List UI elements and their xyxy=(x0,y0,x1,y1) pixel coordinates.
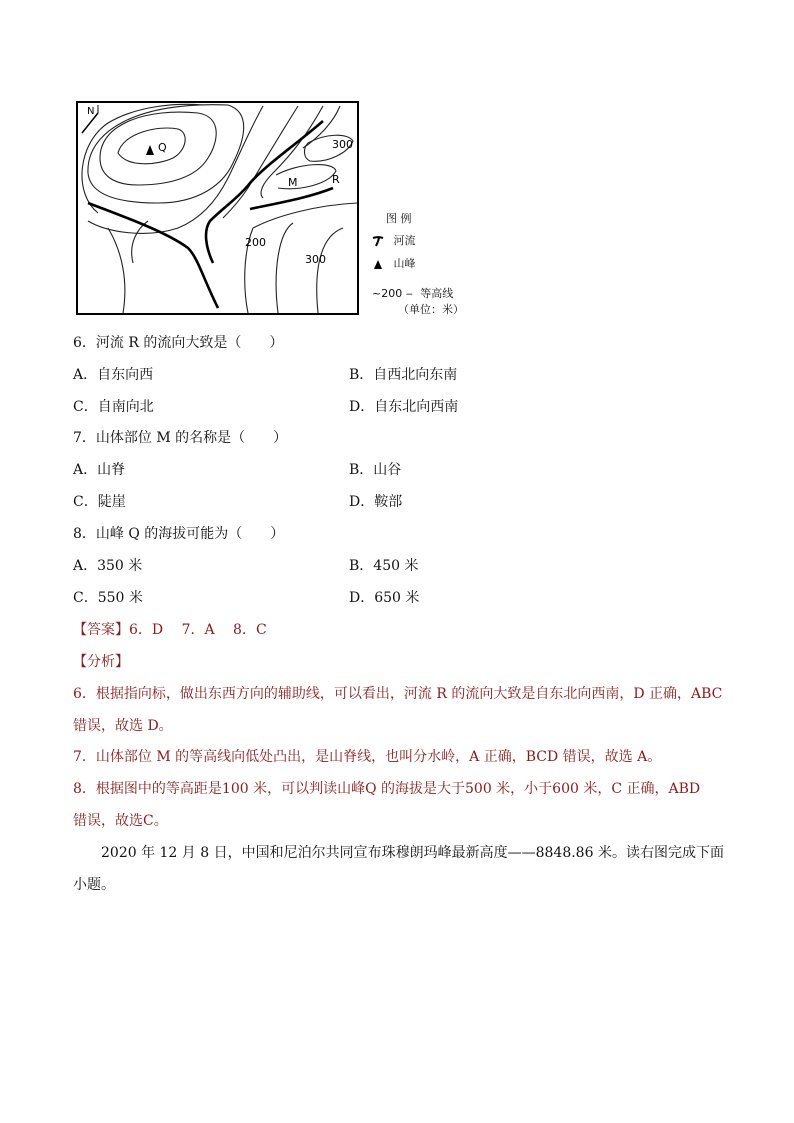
legend-contour-sample: ~200 ‒ xyxy=(372,287,413,300)
contour-lines xyxy=(82,104,357,313)
analysis-line-2: 错误，故选 D。 xyxy=(73,718,173,734)
question-6-option-a: A．自东向西 xyxy=(73,367,154,383)
river-legend-icon xyxy=(372,235,384,247)
question-6-option-b: B．自西北向东南 xyxy=(349,367,458,383)
legend-peak-label: 山峰 xyxy=(393,257,416,270)
question-8-option-c: C．550 米 xyxy=(73,590,143,606)
legend-peak-row xyxy=(372,255,416,271)
north-label: N xyxy=(87,106,95,117)
analysis-title: 【分析】 xyxy=(73,654,129,670)
intro-line-2: 小题。 xyxy=(73,877,115,893)
point-m-label: M xyxy=(288,176,298,189)
analysis-line-5: 错误，故选C。 xyxy=(73,813,168,829)
answer-line: 【答案】6．D 7．A 8．C xyxy=(73,622,267,638)
question-7-option-b: B．山谷 xyxy=(349,462,402,478)
contour-label-200: 200 xyxy=(245,236,266,249)
question-8-option-b: B．450 米 xyxy=(349,558,419,574)
question-6-option-d: D．自东北向西南 xyxy=(349,399,459,415)
peak-icon xyxy=(146,145,154,155)
peak-legend-icon xyxy=(372,258,384,270)
contour-label-300-bottom: 300 xyxy=(305,253,326,266)
contour-map xyxy=(76,101,359,315)
question-6-option-c: C．自南向北 xyxy=(73,399,154,415)
contour-map-svg xyxy=(78,103,357,313)
map-legend xyxy=(372,210,512,320)
question-8-option-d: D．650 米 xyxy=(349,590,420,606)
analysis-line-1: 6．根据指向标，做出东西方向的辅助线，可以看出，河流 R 的流向大致是自东北向西南，D 正确，ABC xyxy=(73,686,723,702)
question-8-stem: 8．山峰 Q 的海拔可能为（ ） xyxy=(73,526,285,542)
legend-unit: （单位：米） xyxy=(398,303,464,316)
question-7-option-a: A．山脊 xyxy=(73,462,126,478)
peak-label: Q xyxy=(158,141,167,154)
contour-label-300-top: 300 xyxy=(332,138,353,151)
legend-title: 图 例 xyxy=(386,212,412,225)
intro-line-1: 2020 年 12 月 8 日，中国和尼泊尔共同宣布珠穆朗玛峰最新高度——8848.86 米。读右图完成下面 xyxy=(73,845,724,861)
question-6-stem: 6．河流 R 的流向大致是（ ） xyxy=(73,335,284,351)
question-7-stem: 7．山体部位 M 的名称是（ ） xyxy=(73,430,288,446)
legend-river-row xyxy=(372,232,416,248)
question-8-option-a: A．350 米 xyxy=(73,558,143,574)
analysis-line-4: 8．根据图中的等高距是100 米，可以判读山峰Q 的海拔是大于500 米，小于600 米，C 正确，ABD xyxy=(73,781,701,797)
analysis-line-3: 7．山体部位 M 的等高线向低处凸出，是山脊线，也叫分水岭，A 正确，BCD 错误，故选 A。 xyxy=(73,749,662,765)
legend-contour-row xyxy=(372,285,453,301)
question-7-option-c: C．陡崖 xyxy=(73,494,126,510)
legend-river-label: 河流 xyxy=(393,234,416,247)
question-7-option-d: D．鞍部 xyxy=(349,494,403,510)
point-r-label: R xyxy=(332,173,340,186)
legend-contour-label: 等高线 xyxy=(420,287,454,300)
